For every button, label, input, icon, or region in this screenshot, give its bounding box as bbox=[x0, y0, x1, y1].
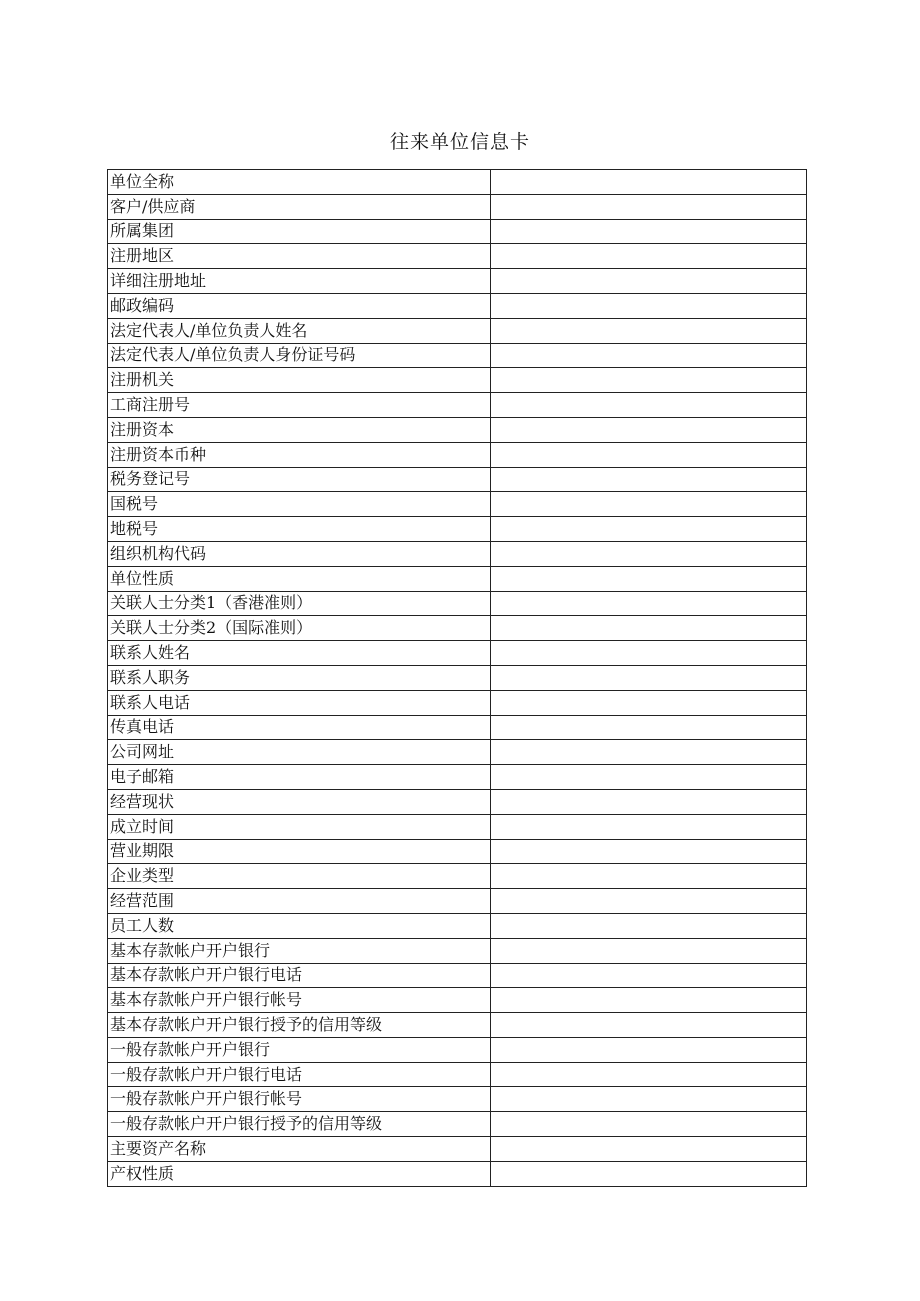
table-row bbox=[108, 988, 807, 1013]
field-label: 单位全称 bbox=[108, 170, 491, 195]
field-value[interactable] bbox=[491, 244, 807, 269]
field-value[interactable] bbox=[491, 541, 807, 566]
table-row bbox=[108, 690, 807, 715]
table-row bbox=[108, 417, 807, 442]
table-row bbox=[108, 616, 807, 641]
field-label: 经营范围 bbox=[108, 889, 491, 914]
table-row bbox=[108, 1062, 807, 1087]
field-value[interactable] bbox=[491, 467, 807, 492]
field-value[interactable] bbox=[491, 963, 807, 988]
field-label: 联系人姓名 bbox=[108, 641, 491, 666]
field-value[interactable] bbox=[491, 517, 807, 542]
table-row bbox=[108, 938, 807, 963]
field-value[interactable] bbox=[491, 938, 807, 963]
table-row bbox=[108, 665, 807, 690]
field-label: 营业期限 bbox=[108, 839, 491, 864]
field-value[interactable] bbox=[491, 318, 807, 343]
field-value[interactable] bbox=[491, 393, 807, 418]
field-label: 基本存款帐户开户银行 bbox=[108, 938, 491, 963]
field-label: 一般存款帐户开户银行电话 bbox=[108, 1062, 491, 1087]
field-value[interactable] bbox=[491, 368, 807, 393]
field-value[interactable] bbox=[491, 665, 807, 690]
field-value[interactable] bbox=[491, 194, 807, 219]
field-label: 所属集团 bbox=[108, 219, 491, 244]
table-row bbox=[108, 1112, 807, 1137]
field-value[interactable] bbox=[491, 1087, 807, 1112]
field-label: 关联人士分类1（香港准则） bbox=[108, 591, 491, 616]
table-row bbox=[108, 1161, 807, 1186]
field-label: 员工人数 bbox=[108, 913, 491, 938]
table-row bbox=[108, 219, 807, 244]
field-label: 经营现状 bbox=[108, 789, 491, 814]
field-label: 传真电话 bbox=[108, 715, 491, 740]
field-value[interactable] bbox=[491, 293, 807, 318]
field-value[interactable] bbox=[491, 170, 807, 195]
field-value[interactable] bbox=[491, 591, 807, 616]
field-label: 联系人职务 bbox=[108, 665, 491, 690]
field-value[interactable] bbox=[491, 889, 807, 914]
field-value[interactable] bbox=[491, 1112, 807, 1137]
table-row bbox=[108, 244, 807, 269]
field-label: 邮政编码 bbox=[108, 293, 491, 318]
field-label: 企业类型 bbox=[108, 864, 491, 889]
table-row bbox=[108, 1013, 807, 1038]
table-row bbox=[108, 591, 807, 616]
field-value[interactable] bbox=[491, 839, 807, 864]
table-row bbox=[108, 170, 807, 195]
table-row bbox=[108, 1137, 807, 1162]
table-row bbox=[108, 343, 807, 368]
field-label: 电子邮箱 bbox=[108, 765, 491, 790]
field-value[interactable] bbox=[491, 690, 807, 715]
field-label: 成立时间 bbox=[108, 814, 491, 839]
field-label: 一般存款帐户开户银行帐号 bbox=[108, 1087, 491, 1112]
table-row bbox=[108, 293, 807, 318]
table-row bbox=[108, 442, 807, 467]
field-label: 基本存款帐户开户银行帐号 bbox=[108, 988, 491, 1013]
table-row bbox=[108, 715, 807, 740]
field-label: 联系人电话 bbox=[108, 690, 491, 715]
field-value[interactable] bbox=[491, 641, 807, 666]
field-label: 一般存款帐户开户银行授予的信用等级 bbox=[108, 1112, 491, 1137]
field-label: 公司网址 bbox=[108, 740, 491, 765]
field-label: 基本存款帐户开户银行电话 bbox=[108, 963, 491, 988]
table-row bbox=[108, 492, 807, 517]
field-value[interactable] bbox=[491, 269, 807, 294]
table-row bbox=[108, 1037, 807, 1062]
field-value[interactable] bbox=[491, 715, 807, 740]
table-row bbox=[108, 269, 807, 294]
field-value[interactable] bbox=[491, 1062, 807, 1087]
field-value[interactable] bbox=[491, 219, 807, 244]
field-label: 国税号 bbox=[108, 492, 491, 517]
table-row bbox=[108, 566, 807, 591]
table-row bbox=[108, 368, 807, 393]
table-row bbox=[108, 517, 807, 542]
table-row bbox=[108, 889, 807, 914]
field-label: 产权性质 bbox=[108, 1161, 491, 1186]
field-label: 注册地区 bbox=[108, 244, 491, 269]
field-label: 注册机关 bbox=[108, 368, 491, 393]
table-row bbox=[108, 740, 807, 765]
table-row bbox=[108, 913, 807, 938]
field-value[interactable] bbox=[491, 740, 807, 765]
table-row bbox=[108, 839, 807, 864]
table-row bbox=[108, 641, 807, 666]
field-value[interactable] bbox=[491, 417, 807, 442]
field-label: 单位性质 bbox=[108, 566, 491, 591]
table-row bbox=[108, 789, 807, 814]
field-value[interactable] bbox=[491, 442, 807, 467]
table-row bbox=[108, 194, 807, 219]
table-row bbox=[108, 1087, 807, 1112]
field-value[interactable] bbox=[491, 492, 807, 517]
field-value[interactable] bbox=[491, 913, 807, 938]
field-label: 客户/供应商 bbox=[108, 194, 491, 219]
field-value[interactable] bbox=[491, 566, 807, 591]
field-value[interactable] bbox=[491, 789, 807, 814]
field-value[interactable] bbox=[491, 814, 807, 839]
field-label: 地税号 bbox=[108, 517, 491, 542]
field-label: 法定代表人/单位负责人身份证号码 bbox=[108, 343, 491, 368]
table-row bbox=[108, 765, 807, 790]
field-label: 详细注册地址 bbox=[108, 269, 491, 294]
table-row bbox=[108, 814, 807, 839]
page-title: 往来单位信息卡 bbox=[389, 131, 530, 153]
field-label: 组织机构代码 bbox=[108, 541, 491, 566]
table-row bbox=[108, 393, 807, 418]
info-card-table bbox=[107, 169, 807, 1187]
table-row bbox=[108, 963, 807, 988]
table-row bbox=[108, 318, 807, 343]
field-label: 税务登记号 bbox=[108, 467, 491, 492]
field-label: 法定代表人/单位负责人姓名 bbox=[108, 318, 491, 343]
field-label: 注册资本币种 bbox=[108, 442, 491, 467]
field-label: 关联人士分类2（国际准则） bbox=[108, 616, 491, 641]
field-label: 一般存款帐户开户银行 bbox=[108, 1037, 491, 1062]
field-value[interactable] bbox=[491, 616, 807, 641]
field-label: 主要资产名称 bbox=[108, 1137, 491, 1162]
field-value[interactable] bbox=[491, 765, 807, 790]
table-row bbox=[108, 864, 807, 889]
table-row bbox=[108, 541, 807, 566]
field-label: 基本存款帐户开户银行授予的信用等级 bbox=[108, 1013, 491, 1038]
field-value[interactable] bbox=[491, 864, 807, 889]
field-value[interactable] bbox=[491, 1037, 807, 1062]
field-label: 工商注册号 bbox=[108, 393, 491, 418]
field-value[interactable] bbox=[491, 343, 807, 368]
field-value[interactable] bbox=[491, 988, 807, 1013]
field-value[interactable] bbox=[491, 1013, 807, 1038]
table-row bbox=[108, 467, 807, 492]
info-card-rows bbox=[108, 170, 807, 1187]
field-label: 注册资本 bbox=[108, 417, 491, 442]
field-value[interactable] bbox=[491, 1137, 807, 1162]
field-value[interactable] bbox=[491, 1161, 807, 1186]
